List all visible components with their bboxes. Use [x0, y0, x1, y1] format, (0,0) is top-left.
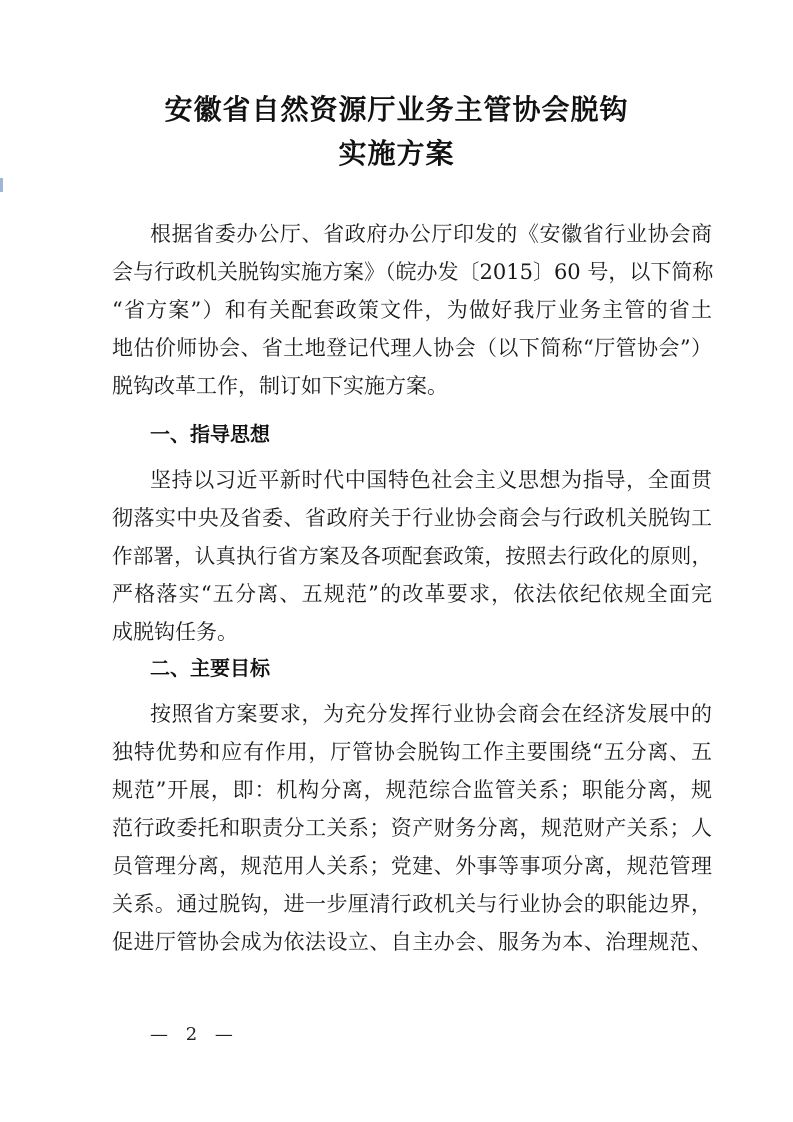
intro-line: “省方案”）和有关配套政策文件，为做好我厅业务主管的省土 — [112, 298, 712, 322]
intro-line: 根据省委办公厅、省政府办公厅印发的《安徽省行业协会商 — [150, 222, 712, 246]
document-title-line-2: 实施方案 — [338, 137, 455, 170]
section2-line: 员管理分离，规范用人关系；党建、外事等事项分离，规范管理 — [112, 854, 712, 878]
section-heading-main-goals: 二、主要目标 — [150, 656, 270, 680]
section1-line: 严格落实“五分离、五规范”的改革要求，依法依纪依规全面完 — [112, 582, 712, 606]
page-number: — 2 — — [150, 1024, 239, 1045]
section1-line: 彻落实中央及省委、省政府关于行业协会商会与行政机关脱钩工 — [112, 506, 712, 530]
section1-line: 成脱钩任务。 — [112, 620, 238, 644]
section2-line: 促进厅管协会成为依法设立、自主办会、服务为本、治理规范、 — [112, 930, 712, 954]
section2-line: 规范”开展，即：机构分离，规范综合监管关系；职能分离，规 — [112, 778, 712, 802]
section2-line: 关系。通过脱钩，进一步厘清行政机关与行业协会的职能边界， — [112, 892, 712, 916]
section-heading-guiding-thought: 一、指导思想 — [150, 422, 270, 446]
section2-line: 按照省方案要求，为充分发挥行业协会商会在经济发展中的 — [150, 702, 712, 726]
scan-edge-mark — [0, 178, 3, 192]
intro-line: 脱钩改革工作，制订如下实施方案。 — [112, 374, 448, 398]
section1-line: 作部署，认真执行省方案及各项配套政策，按照去行政化的原则， — [112, 544, 712, 568]
section2-line: 范行政委托和职责分工关系；资产财务分离，规范财产关系；人 — [112, 816, 712, 840]
section1-line: 坚持以习近平新时代中国特色社会主义思想为指导，全面贯 — [150, 468, 712, 492]
intro-line: 地估价师协会、省土地登记代理人协会（以下简称“厅管协会”） — [112, 336, 712, 360]
section2-line: 独特优势和应有作用，厅管协会脱钩工作主要围绕“五分离、五 — [112, 740, 712, 764]
document-title-line-1: 安徽省自然资源厅业务主管协会脱钩 — [164, 93, 629, 126]
intro-line: 会与行政机关脱钩实施方案》（皖办发〔2015〕60 号，以下简称 — [112, 260, 714, 284]
